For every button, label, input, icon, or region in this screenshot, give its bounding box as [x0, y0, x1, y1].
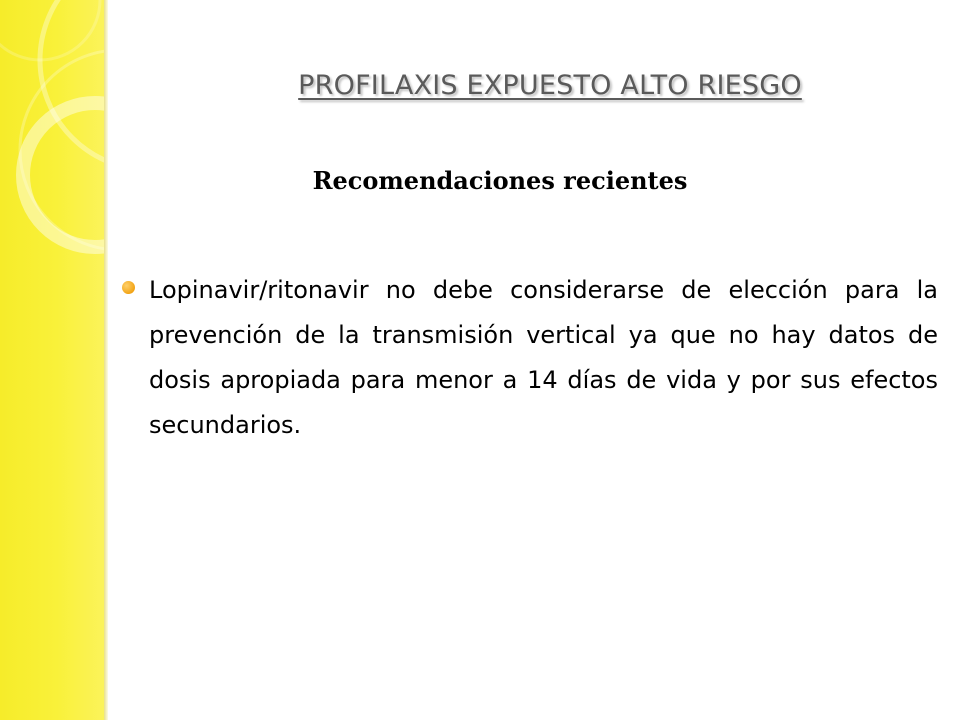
decorative-circles-graphic	[0, 0, 104, 720]
slide-subtitle: Recomendaciones recientes	[312, 166, 688, 195]
slide-title: PROFILAXIS EXPUESTO ALTO RIESGO	[298, 70, 802, 101]
bullet-dot-icon	[122, 281, 135, 294]
side-band-edge	[104, 0, 108, 720]
list-item	[120, 268, 938, 448]
bullet-list	[120, 268, 938, 448]
yellow-side-band	[0, 0, 104, 720]
bullet-text: Lopinavir/ritonavir no debe considerarse de elección para la prevención de la transmisión vertical ya que no hay datos de dosis apropiada para menor a 14 días de vida y por sus efectos secundarios.	[149, 276, 938, 439]
